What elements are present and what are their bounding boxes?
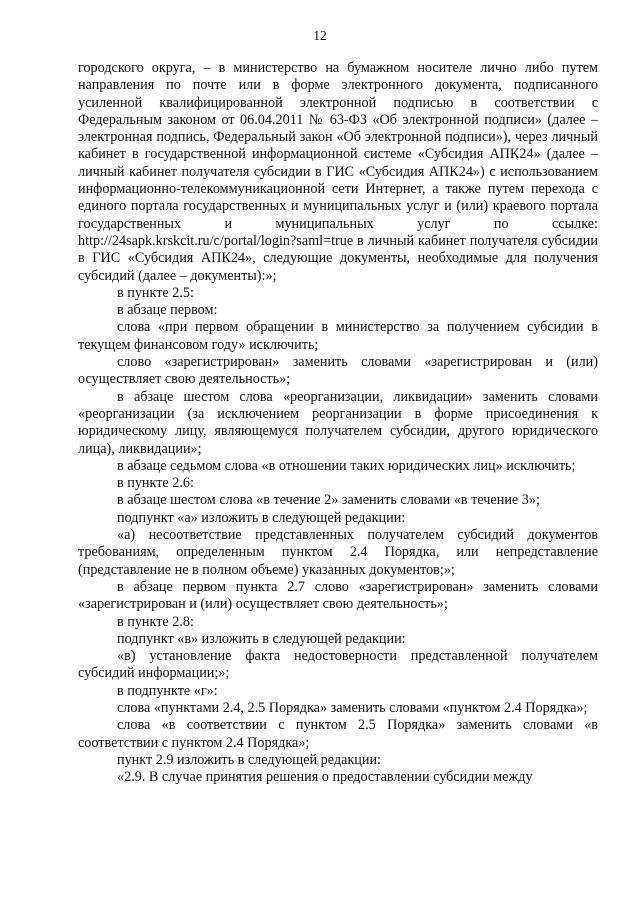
paragraph: слова «пунктами 2.4, 2.5 Порядка» заменить словами «пунктом 2.4 Порядка»; xyxy=(117,699,588,716)
paragraph: в пункте 2.5: xyxy=(117,284,194,301)
paragraph: слова «при первом обращении в министерство за получением субсидии в текущем финансовом году» исключить; xyxy=(78,319,598,353)
paragraph: в пункте 2.8: xyxy=(117,613,194,630)
paragraph: подпункт «а» изложить в следующей редакции: xyxy=(117,509,406,526)
document-body xyxy=(78,60,598,786)
paragraph: в абзаце шестом слова «реорганизации, ликвидации» заменить словами «реорганизации (за исключением реорганизации в форме присоединения к юридическому лицу, являющемуся получателем субсидии, другого юридического лица), ликвидации»; xyxy=(78,388,598,457)
paragraph: в абзаце шестом слова «в течение 2» заменить словами «в течение 3»; xyxy=(117,492,540,509)
paragraph: городского округа, – в министерство на бумажном носителе лично либо путем направления по почте или в форме электронного документа, подписанного усиленной квалифицированной электронной подписью в соответствии с Федеральным законом от 06.04.2011 № 63-ФЗ «Об электронной подписи» (далее – электронная подпись, Федеральный закон «Об электронной подписи»), через личный кабинет в государственной информационной системе «Субсидия АПК24» (далее – личный кабинет получателя субсидии в ГИС «Субсидия АПК24») с использованием информационно-телекоммуникационной сети Интернет, а также путем перехода с единого портала государственных и муниципальных услуг и (или) краевого портала государственных и муниципальных услуг по ссылке: http://24sapk.krskcit.ru/c/portal/login?saml=true в личный кабинет получателя субсидии в ГИС «Субсидия АПК24», следующие документы, необходимые для получения субсидий (далее – документы):»; xyxy=(78,60,598,284)
paragraph: пункт 2.9 изложить в следующей редакции: xyxy=(117,751,381,768)
paragraph: «в) установление факта недостоверности представленной получателем субсидий информации;»; xyxy=(78,648,598,682)
paragraph: в абзаце первом: xyxy=(117,302,218,319)
page-number: 12 xyxy=(313,28,327,43)
paragraph: «а) несоответствие представленных получателем субсидий документов требованиям, определенным пунктом 2.4 Порядка, или непредставление (представление не в полном объеме) указанных документов;»; xyxy=(78,527,598,578)
paragraph: слово «зарегистрирован» заменить словами «зарегистрирован и (или) осуществляет свою деятельность»; xyxy=(78,354,598,388)
paragraph: подпункт «в» изложить в следующей редакции: xyxy=(117,630,406,647)
paragraph: в пункте 2.6: xyxy=(117,475,194,492)
paragraph: в подпункте «г»: xyxy=(117,682,218,699)
paragraph: в абзаце первом пункта 2.7 слово «зарегистрирован» заменить словами «зарегистрирован и (или) осуществляет свою деятельность»; xyxy=(78,578,598,613)
paragraph: «2.9. В случае принятия решения о предоставлении субсидии между xyxy=(117,769,533,786)
paragraph: слова «в соответствии с пунктом 2.5 Порядка» заменить словами «в соответствии с пунктом 2.4 Порядка»; xyxy=(78,717,598,751)
paragraph: в абзаце седьмом слова «в отношении таких юридических лиц» исключить; xyxy=(117,457,576,474)
